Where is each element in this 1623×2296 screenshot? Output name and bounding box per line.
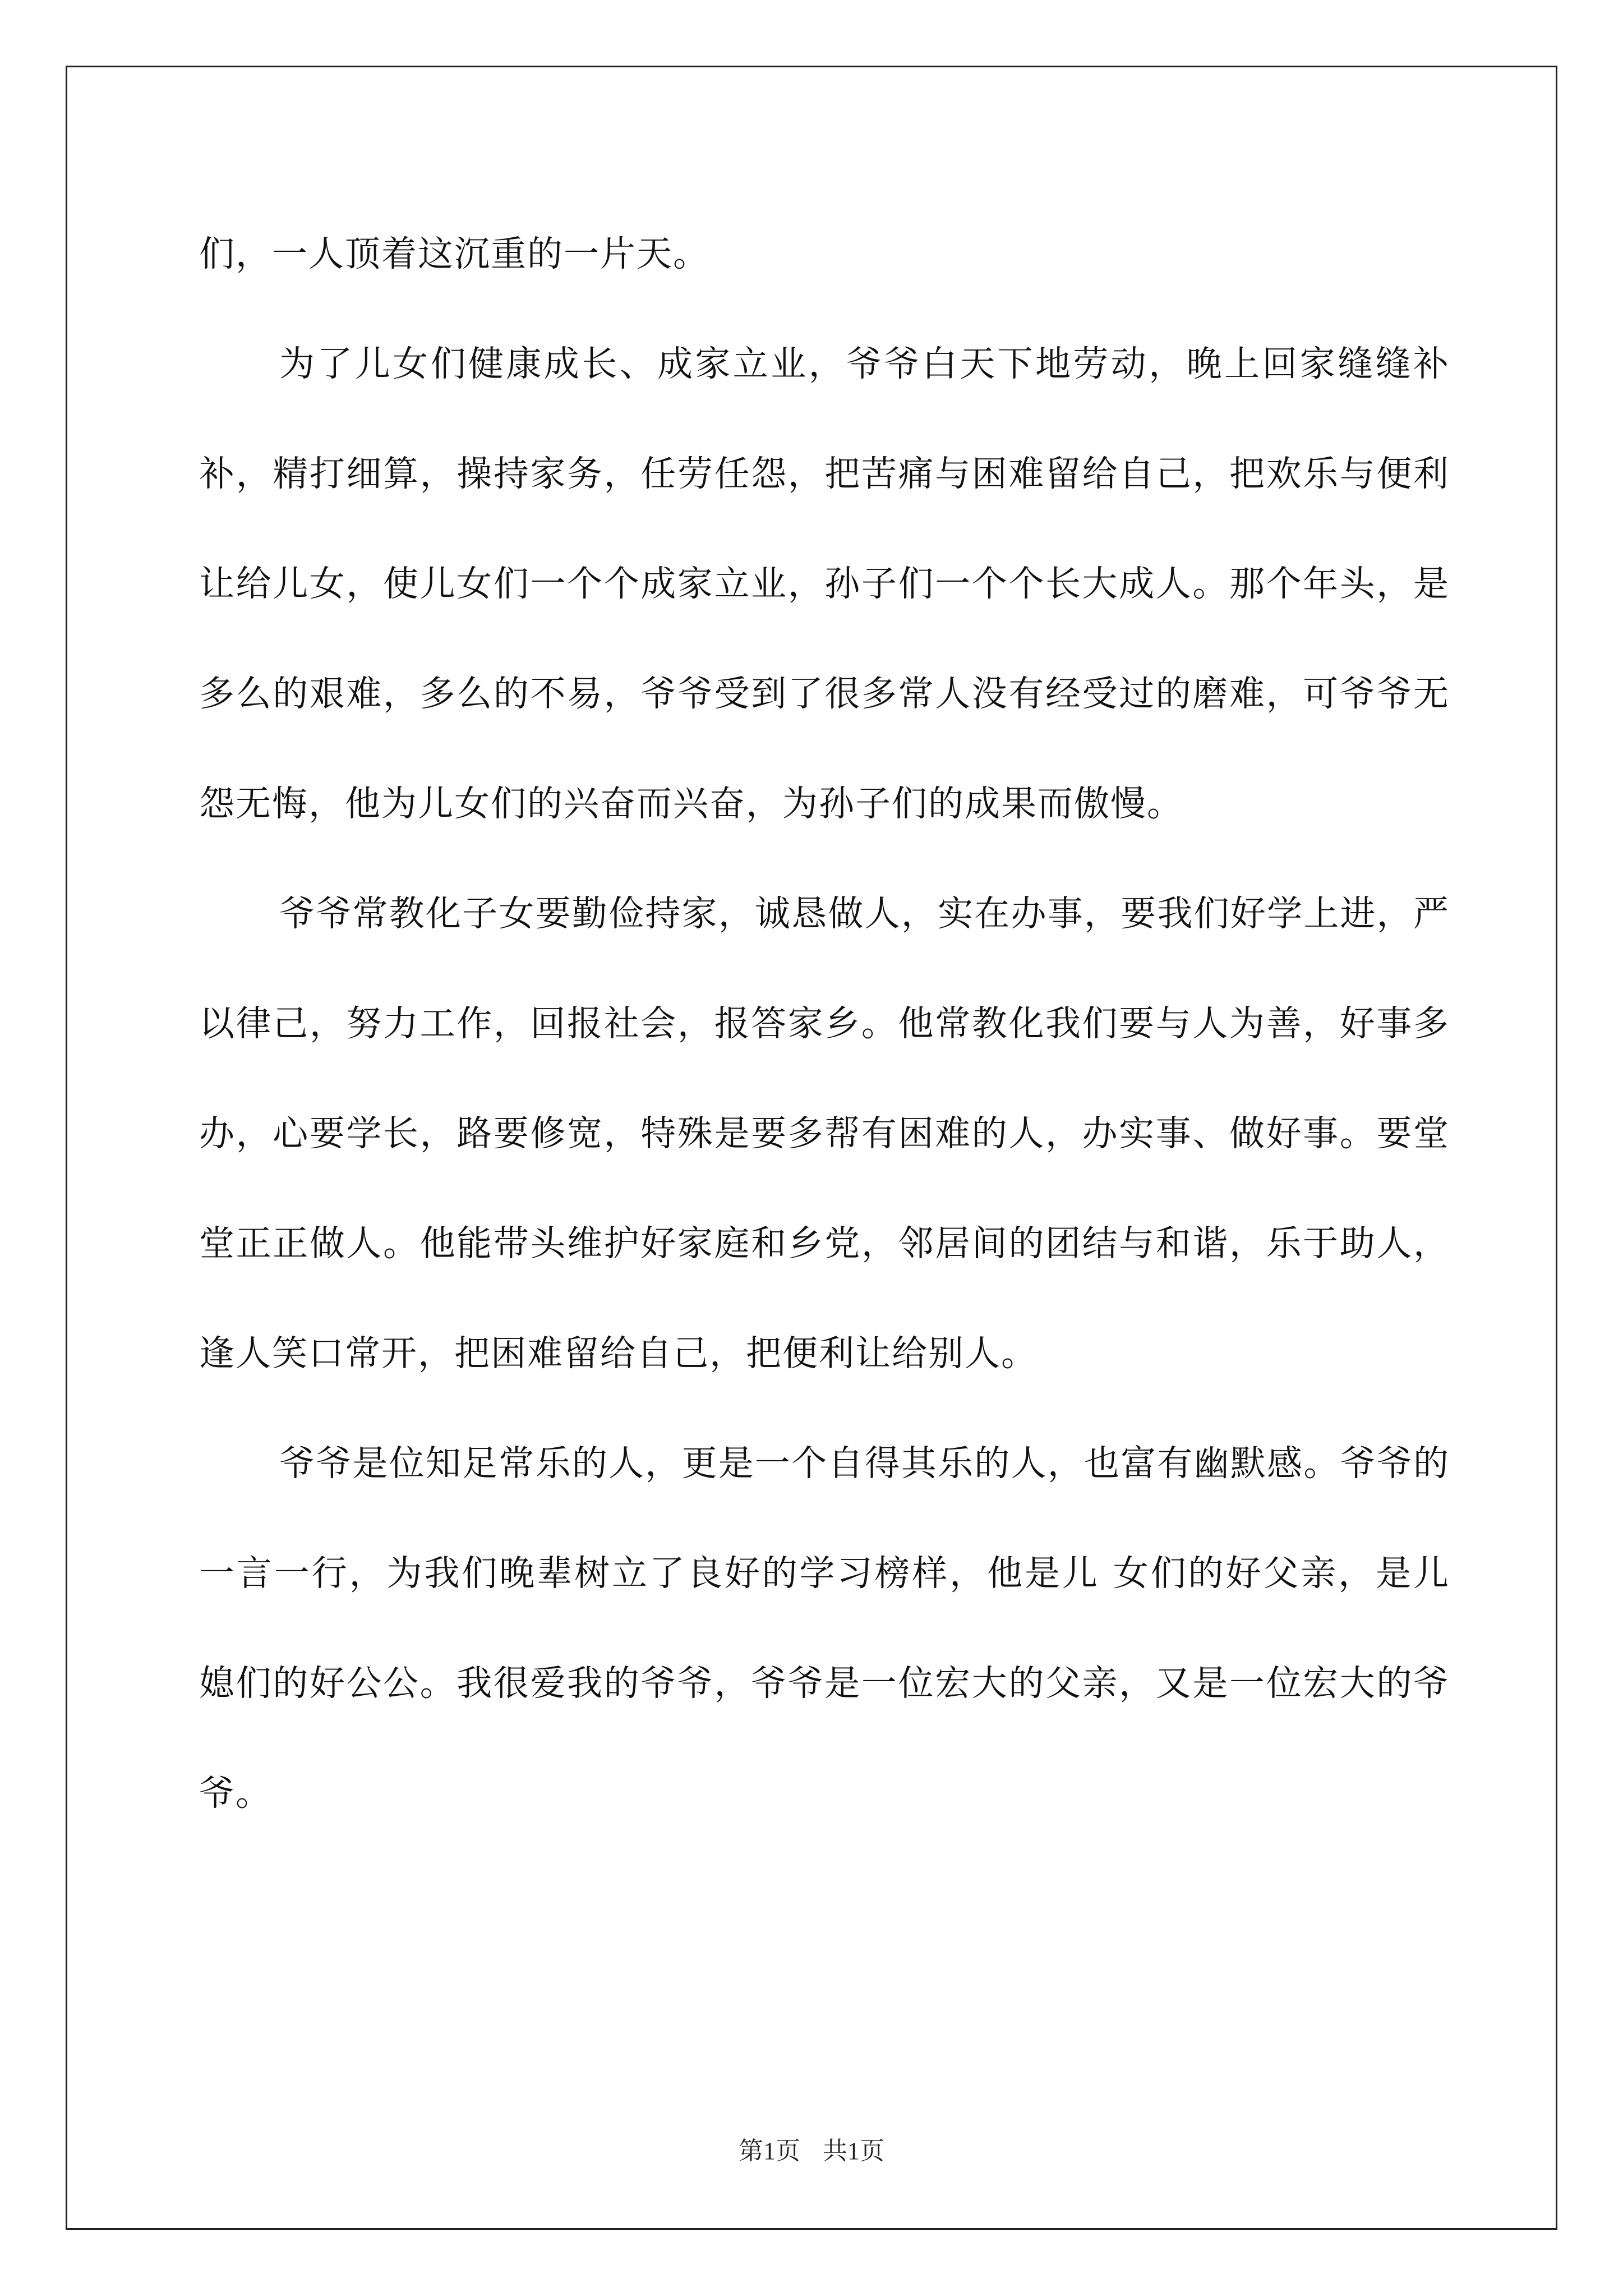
document-body — [199, 199, 1450, 1848]
paragraph-4: 爷爷是位知足常乐的人，更是一个自得其乐的人，也富有幽默感。爷爷的一言一行，为我们晚辈树立了良好的学习榜样，他是儿 女们的好父亲，是儿媳们的好公公。我很爱我的爷爷，爷爷是一位宏大的父亲，又是一位宏大的爷爷。 — [199, 1443, 1450, 1814]
page-number-total: 共1页 — [823, 2137, 884, 2165]
paragraph-3: 爷爷常教化子女要勤俭持家，诚恳做人，实在办事，要我们好学上进，严以律己，努力工作，回报社会，报答家乡。他常教化我们要与人为善，好事多办，心要学长，路要修宽，特殊是要多帮有困难的人，办实事、做好事。要堂堂正正做人。他能带头维护好家庭和乡党，邻居间的团结与和谐，乐于助人，逢人笑口常开，把困难留给自己，把便利让给别人。 — [199, 893, 1450, 1374]
page-footer — [0, 2131, 1623, 2166]
paragraph-2: 为了儿女们健康成长、成家立业，爷爷白天下地劳动，晚上回家缝缝补补，精打细算，操持家务，任劳任怨，把苦痛与困难留给自己，把欢乐与便利让给儿女，使儿女们一个个成家立业，孙子们一个个长大成人。那个年头，是多么的艰难，多么的不易，爷爷受到了很多常人没有经受过的磨难，可爷爷无怨无悔，他为儿女们的兴奋而兴奋，为孙子们的成果而傲慢。 — [199, 343, 1450, 824]
paragraph-1: 们，一人顶着这沉重的一片天。 — [199, 233, 709, 274]
page-number-current: 第1页 — [739, 2137, 800, 2165]
